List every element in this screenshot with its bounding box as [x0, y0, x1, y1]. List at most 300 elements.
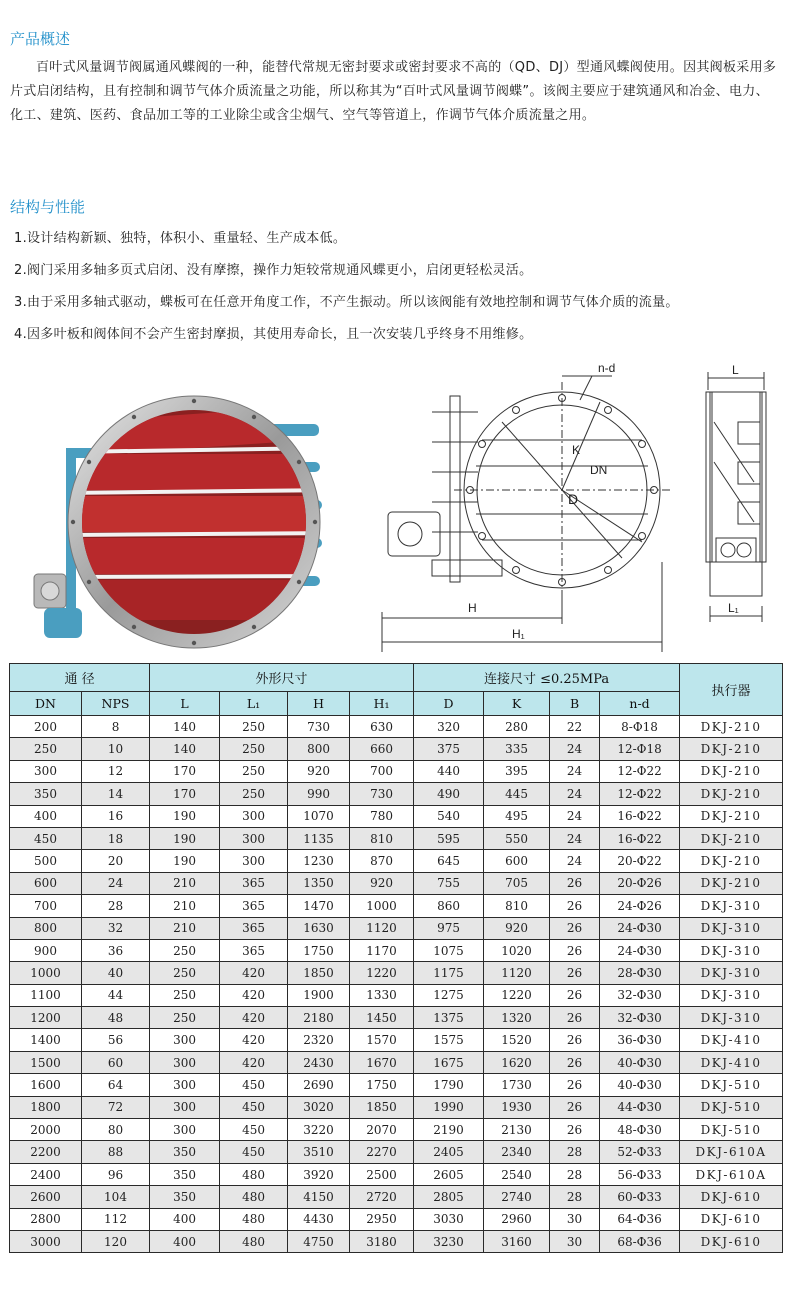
table-cell: 420	[220, 1029, 288, 1051]
table-cell: 1930	[484, 1096, 550, 1118]
table-cell: DKJ-210	[680, 805, 783, 827]
table-cell: 1470	[288, 895, 350, 917]
header-bore: 通 径	[10, 664, 150, 692]
table-cell: 1600	[10, 1074, 82, 1096]
table-cell: 630	[350, 716, 414, 738]
table-cell: 8	[82, 716, 150, 738]
table-cell: 1230	[288, 850, 350, 872]
header-connection: 连接尺寸 ≤0.25MPa	[414, 664, 680, 692]
table-row	[10, 872, 783, 894]
front-view-drawing	[372, 362, 672, 662]
table-cell: 1000	[10, 962, 82, 984]
table-cell: 2540	[484, 1163, 550, 1185]
table-cell: 250	[150, 939, 220, 961]
table-cell: 250	[220, 783, 288, 805]
table-cell: 300	[150, 1029, 220, 1051]
table-cell: DKJ-310	[680, 917, 783, 939]
table-cell: 1620	[484, 1051, 550, 1073]
table-cell: 2070	[350, 1119, 414, 1141]
table-cell: 104	[82, 1186, 150, 1208]
table-cell: 64-Φ36	[600, 1208, 680, 1230]
table-cell: 112	[82, 1208, 150, 1230]
table-cell: 365	[220, 939, 288, 961]
table-cell: 2740	[484, 1186, 550, 1208]
table-cell: 870	[350, 850, 414, 872]
table-cell: DKJ-510	[680, 1119, 783, 1141]
table-cell: 1450	[350, 1007, 414, 1029]
table-cell: 140	[150, 716, 220, 738]
table-cell: 170	[150, 783, 220, 805]
table-row	[10, 895, 783, 917]
table-cell: 60-Φ33	[600, 1186, 680, 1208]
table-cell: 24	[550, 805, 600, 827]
table-cell: 420	[220, 984, 288, 1006]
table-cell: 1375	[414, 1007, 484, 1029]
table-row	[10, 1096, 783, 1118]
table-row	[10, 827, 783, 849]
table-cell: DKJ-610	[680, 1230, 783, 1252]
table-cell: 2340	[484, 1141, 550, 1163]
table-cell: 1120	[484, 962, 550, 984]
table-cell: 24	[550, 760, 600, 782]
table-cell: 730	[288, 716, 350, 738]
table-row	[10, 760, 783, 782]
table-cell: 1175	[414, 962, 484, 984]
table-cell: 1330	[350, 984, 414, 1006]
table-cell: 1750	[288, 939, 350, 961]
table-cell: 56-Φ33	[600, 1163, 680, 1185]
table-cell: 800	[288, 738, 350, 760]
table-cell: 300	[150, 1074, 220, 1096]
table-cell: 40	[82, 962, 150, 984]
table-cell: 730	[350, 783, 414, 805]
column-header-row	[10, 692, 783, 716]
table-cell: DKJ-610	[680, 1186, 783, 1208]
structure-title: 结构与性能	[10, 198, 86, 216]
table-cell: 2690	[288, 1074, 350, 1096]
table-cell: 1750	[350, 1074, 414, 1096]
table-cell: 300	[220, 827, 288, 849]
table-row	[10, 1208, 783, 1230]
table-cell: 8-Φ18	[600, 716, 680, 738]
feature-item: 3.由于采用多轴式驱动，蝶板可在任意开角度工作，不产生振动。所以该阀能有效地控制和调节气体介质的流量。	[14, 295, 679, 310]
table-cell: DKJ-610A	[680, 1141, 783, 1163]
table-cell: 1400	[10, 1029, 82, 1051]
table-row	[10, 850, 783, 872]
table-cell: 495	[484, 805, 550, 827]
table-cell: 550	[484, 827, 550, 849]
table-cell: 1275	[414, 984, 484, 1006]
table-row	[10, 1163, 783, 1185]
table-cell: DKJ-210	[680, 760, 783, 782]
table-cell: 1575	[414, 1029, 484, 1051]
table-cell: 450	[220, 1141, 288, 1163]
table-cell: 14	[82, 783, 150, 805]
table-cell: DKJ-210	[680, 850, 783, 872]
table-cell: 3220	[288, 1119, 350, 1141]
table-row	[10, 1051, 783, 1073]
table-cell: 1350	[288, 872, 350, 894]
table-cell: 16	[82, 805, 150, 827]
table-cell: 28-Φ30	[600, 962, 680, 984]
table-cell: 480	[220, 1208, 288, 1230]
table-cell: 490	[414, 783, 484, 805]
table-cell: 975	[414, 917, 484, 939]
table-cell: 420	[220, 1051, 288, 1073]
table-cell: 300	[220, 850, 288, 872]
table-cell: 395	[484, 760, 550, 782]
table-cell: 24-Φ30	[600, 917, 680, 939]
table-cell: DKJ-210	[680, 716, 783, 738]
feature-item: 2.阀门采用多轴多页式启闭、没有摩擦，操作力矩较常规通风蝶更小，启闭更轻松灵活。	[14, 263, 533, 278]
table-cell: 350	[10, 783, 82, 805]
column-header: NPS	[82, 692, 150, 716]
table-cell: 2950	[350, 1208, 414, 1230]
table-cell: 540	[414, 805, 484, 827]
table-cell: 755	[414, 872, 484, 894]
table-cell: 1020	[484, 939, 550, 961]
table-cell: 400	[150, 1230, 220, 1252]
table-cell: 250	[10, 738, 82, 760]
table-cell: 2180	[288, 1007, 350, 1029]
table-cell: 200	[10, 716, 82, 738]
table-cell: DKJ-210	[680, 827, 783, 849]
table-cell: DKJ-410	[680, 1029, 783, 1051]
table-cell: 1520	[484, 1029, 550, 1051]
table-cell: 60	[82, 1051, 150, 1073]
table-cell: 3510	[288, 1141, 350, 1163]
table-cell: 2960	[484, 1208, 550, 1230]
table-cell: 24	[550, 738, 600, 760]
table-cell: 3230	[414, 1230, 484, 1252]
table-cell: 24	[82, 872, 150, 894]
table-cell: 28	[550, 1186, 600, 1208]
table-cell: 20-Φ26	[600, 872, 680, 894]
table-cell: 500	[10, 850, 82, 872]
column-header: L	[150, 692, 220, 716]
table-cell: 24-Φ26	[600, 895, 680, 917]
table-cell: 480	[220, 1230, 288, 1252]
table-row	[10, 1230, 783, 1252]
table-cell: 365	[220, 917, 288, 939]
table-cell: 400	[150, 1208, 220, 1230]
table-cell: 190	[150, 805, 220, 827]
table-row	[10, 1074, 783, 1096]
table-cell: 335	[484, 738, 550, 760]
table-cell: 250	[150, 1007, 220, 1029]
table-cell: 365	[220, 895, 288, 917]
table-cell: 16-Φ22	[600, 805, 680, 827]
side-view-drawing	[688, 362, 788, 662]
table-row	[10, 1029, 783, 1051]
table-cell: 700	[350, 760, 414, 782]
table-cell: 3180	[350, 1230, 414, 1252]
table-cell: 22	[550, 716, 600, 738]
table-cell: 1200	[10, 1007, 82, 1029]
table-cell: 1220	[350, 962, 414, 984]
table-cell: 170	[150, 760, 220, 782]
table-cell: DKJ-610A	[680, 1163, 783, 1185]
table-cell: 1570	[350, 1029, 414, 1051]
table-cell: 28	[82, 895, 150, 917]
table-cell: 600	[484, 850, 550, 872]
table-cell: 10	[82, 738, 150, 760]
table-cell: 16-Φ22	[600, 827, 680, 849]
table-cell: DKJ-310	[680, 939, 783, 961]
table-cell: 350	[150, 1163, 220, 1185]
table-cell: 26	[550, 1029, 600, 1051]
table-cell: 88	[82, 1141, 150, 1163]
table-row	[10, 1141, 783, 1163]
table-cell: 445	[484, 783, 550, 805]
table-cell: 320	[414, 716, 484, 738]
table-cell: 26	[550, 895, 600, 917]
label-nd: n-d	[598, 362, 616, 375]
table-cell: 28	[550, 1163, 600, 1185]
table-cell: 24-Φ30	[600, 939, 680, 961]
table-cell: 645	[414, 850, 484, 872]
table-cell: DKJ-510	[680, 1074, 783, 1096]
table-cell: 2130	[484, 1119, 550, 1141]
table-cell: 1900	[288, 984, 350, 1006]
label-h1: H₁	[512, 627, 525, 641]
table-cell: 210	[150, 917, 220, 939]
table-cell: 24	[550, 783, 600, 805]
table-row	[10, 1119, 783, 1141]
table-cell: 4150	[288, 1186, 350, 1208]
table-cell: 2400	[10, 1163, 82, 1185]
table-cell: 12-Φ22	[600, 760, 680, 782]
column-header: D	[414, 692, 484, 716]
label-k: K	[572, 443, 581, 457]
table-cell: 210	[150, 895, 220, 917]
table-cell: DKJ-310	[680, 1007, 783, 1029]
table-cell: DKJ-410	[680, 1051, 783, 1073]
table-cell: 36	[82, 939, 150, 961]
table-cell: 250	[150, 962, 220, 984]
table-cell: 660	[350, 738, 414, 760]
table-cell: 700	[10, 895, 82, 917]
table-cell: 250	[220, 760, 288, 782]
table-cell: 3000	[10, 1230, 82, 1252]
table-cell: 450	[220, 1119, 288, 1141]
table-row	[10, 738, 783, 760]
feature-item: 1.设计结构新颖、独特，体积小、重量轻、生产成本低。	[14, 231, 347, 246]
table-cell: 20	[82, 850, 150, 872]
table-cell: 300	[220, 805, 288, 827]
table-cell: 48	[82, 1007, 150, 1029]
table-cell: 420	[220, 1007, 288, 1029]
table-cell: 24	[550, 850, 600, 872]
table-cell: 3160	[484, 1230, 550, 1252]
table-cell: 1790	[414, 1074, 484, 1096]
table-cell: 52-Φ33	[600, 1141, 680, 1163]
table-cell: 1500	[10, 1051, 82, 1073]
table-cell: 1070	[288, 805, 350, 827]
table-cell: 440	[414, 760, 484, 782]
table-cell: 26	[550, 872, 600, 894]
table-cell: 56	[82, 1029, 150, 1051]
column-header: DN	[10, 692, 82, 716]
table-cell: 2720	[350, 1186, 414, 1208]
table-cell: DKJ-310	[680, 984, 783, 1006]
table-cell: 24	[550, 827, 600, 849]
table-cell: 1675	[414, 1051, 484, 1073]
table-cell: 120	[82, 1230, 150, 1252]
overview-text: 百叶式风量调节阀属通风蝶阀的一种，能替代常规无密封要求或密封要求不高的（QD、DJ）型通风蝶阀使用。因其阀板采用多片式启闭结构，且有控制和调节气体介质流量之功能，所以称其为“百叶式风量调节阀蝶”。该阀主要应于建筑通风和冶金、电力、化工、建筑、医药、食品加工等的工业除尘或含尘烟气、空气等管道上，作调节气体介质流量之用。	[10, 60, 777, 123]
table-cell: 36-Φ30	[600, 1029, 680, 1051]
table-cell: 450	[220, 1096, 288, 1118]
table-cell: 2200	[10, 1141, 82, 1163]
table-cell: 1800	[10, 1096, 82, 1118]
table-cell: 1170	[350, 939, 414, 961]
column-header: H₁	[350, 692, 414, 716]
table-cell: 365	[220, 872, 288, 894]
table-cell: 780	[350, 805, 414, 827]
table-cell: 48-Φ30	[600, 1119, 680, 1141]
table-row	[10, 939, 783, 961]
table-body	[10, 716, 783, 1253]
table-cell: 920	[288, 760, 350, 782]
table-cell: 96	[82, 1163, 150, 1185]
table-cell: 350	[150, 1141, 220, 1163]
table-cell: 1850	[350, 1096, 414, 1118]
table-row	[10, 783, 783, 805]
table-cell: 64	[82, 1074, 150, 1096]
table-cell: 12	[82, 760, 150, 782]
table-cell: 990	[288, 783, 350, 805]
table-cell: 2800	[10, 1208, 82, 1230]
table-cell: DKJ-610	[680, 1208, 783, 1230]
table-cell: 26	[550, 1051, 600, 1073]
table-cell: 2320	[288, 1029, 350, 1051]
label-h: H	[468, 601, 477, 615]
feature-list	[14, 228, 784, 356]
table-cell: 12-Φ18	[600, 738, 680, 760]
label-l1: L₁	[728, 601, 739, 615]
table-cell: 1320	[484, 1007, 550, 1029]
table-cell: 3020	[288, 1096, 350, 1118]
table-cell: 300	[10, 760, 82, 782]
table-cell: 40-Φ30	[600, 1074, 680, 1096]
table-cell: DKJ-310	[680, 962, 783, 984]
table-row	[10, 1007, 783, 1029]
table-cell: 900	[10, 939, 82, 961]
table-cell: 4750	[288, 1230, 350, 1252]
table-cell: 80	[82, 1119, 150, 1141]
table-cell: 450	[10, 827, 82, 849]
table-cell: 26	[550, 984, 600, 1006]
table-cell: 190	[150, 850, 220, 872]
label-dn: DN	[590, 463, 608, 477]
table-cell: 1135	[288, 827, 350, 849]
table-cell: 3030	[414, 1208, 484, 1230]
table-cell: 18	[82, 827, 150, 849]
table-cell: 26	[550, 1096, 600, 1118]
table-cell: DKJ-210	[680, 872, 783, 894]
table-cell: 26	[550, 939, 600, 961]
table-cell: 705	[484, 872, 550, 894]
table-cell: 26	[550, 1007, 600, 1029]
table-cell: 280	[484, 716, 550, 738]
table-cell: 44-Φ30	[600, 1096, 680, 1118]
table-cell: 300	[150, 1119, 220, 1141]
table-cell: 375	[414, 738, 484, 760]
table-cell: 2405	[414, 1141, 484, 1163]
table-cell: 1630	[288, 917, 350, 939]
table-cell: 595	[414, 827, 484, 849]
label-d: D	[568, 491, 579, 507]
table-cell: 68-Φ36	[600, 1230, 680, 1252]
table-cell: 1990	[414, 1096, 484, 1118]
table-cell: 1000	[350, 895, 414, 917]
table-cell: 26	[550, 1119, 600, 1141]
table-cell: 860	[414, 895, 484, 917]
table-cell: 1220	[484, 984, 550, 1006]
table-cell: 420	[220, 962, 288, 984]
table-cell: 44	[82, 984, 150, 1006]
table-cell: 2190	[414, 1119, 484, 1141]
table-cell: 1730	[484, 1074, 550, 1096]
table-cell: 450	[220, 1074, 288, 1096]
column-header: H	[288, 692, 350, 716]
table-cell: 190	[150, 827, 220, 849]
table-cell: 2600	[10, 1186, 82, 1208]
table-cell: 20-Φ22	[600, 850, 680, 872]
table-cell: 140	[150, 738, 220, 760]
table-cell: 810	[484, 895, 550, 917]
table-row	[10, 984, 783, 1006]
table-cell: 40-Φ30	[600, 1051, 680, 1073]
column-header: L₁	[220, 692, 288, 716]
table-cell: 32-Φ30	[600, 984, 680, 1006]
label-l: L	[732, 363, 739, 377]
header-outline: 外形尺寸	[150, 664, 414, 692]
table-cell: 32	[82, 917, 150, 939]
table-cell: 1670	[350, 1051, 414, 1073]
table-cell: 2000	[10, 1119, 82, 1141]
table-cell: 2430	[288, 1051, 350, 1073]
table-cell: 800	[10, 917, 82, 939]
table-cell: 920	[484, 917, 550, 939]
table-row	[10, 1186, 783, 1208]
table-cell: 920	[350, 872, 414, 894]
table-cell: 250	[150, 984, 220, 1006]
table-cell: DKJ-310	[680, 895, 783, 917]
table-cell: 350	[150, 1186, 220, 1208]
feature-item: 4.因多叶板和阀体间不会产生密封摩损，其使用寿命长，且一次安装几乎终身不用维修。	[14, 327, 533, 342]
product-photo	[24, 384, 329, 652]
table-cell: 250	[220, 738, 288, 760]
table-cell: 480	[220, 1163, 288, 1185]
table-cell: 250	[220, 716, 288, 738]
table-cell: 480	[220, 1186, 288, 1208]
table-cell: 600	[10, 872, 82, 894]
table-cell: 2500	[350, 1163, 414, 1185]
table-cell: 72	[82, 1096, 150, 1118]
table-row	[10, 962, 783, 984]
table-row	[10, 917, 783, 939]
column-header: B	[550, 692, 600, 716]
spec-table	[9, 663, 783, 1253]
overview-title: 产品概述	[10, 30, 71, 48]
table-cell: 30	[550, 1208, 600, 1230]
table-cell: 2270	[350, 1141, 414, 1163]
table-cell: 2605	[414, 1163, 484, 1185]
table-cell: 1120	[350, 917, 414, 939]
table-cell: 26	[550, 1074, 600, 1096]
column-header: n-d	[600, 692, 680, 716]
